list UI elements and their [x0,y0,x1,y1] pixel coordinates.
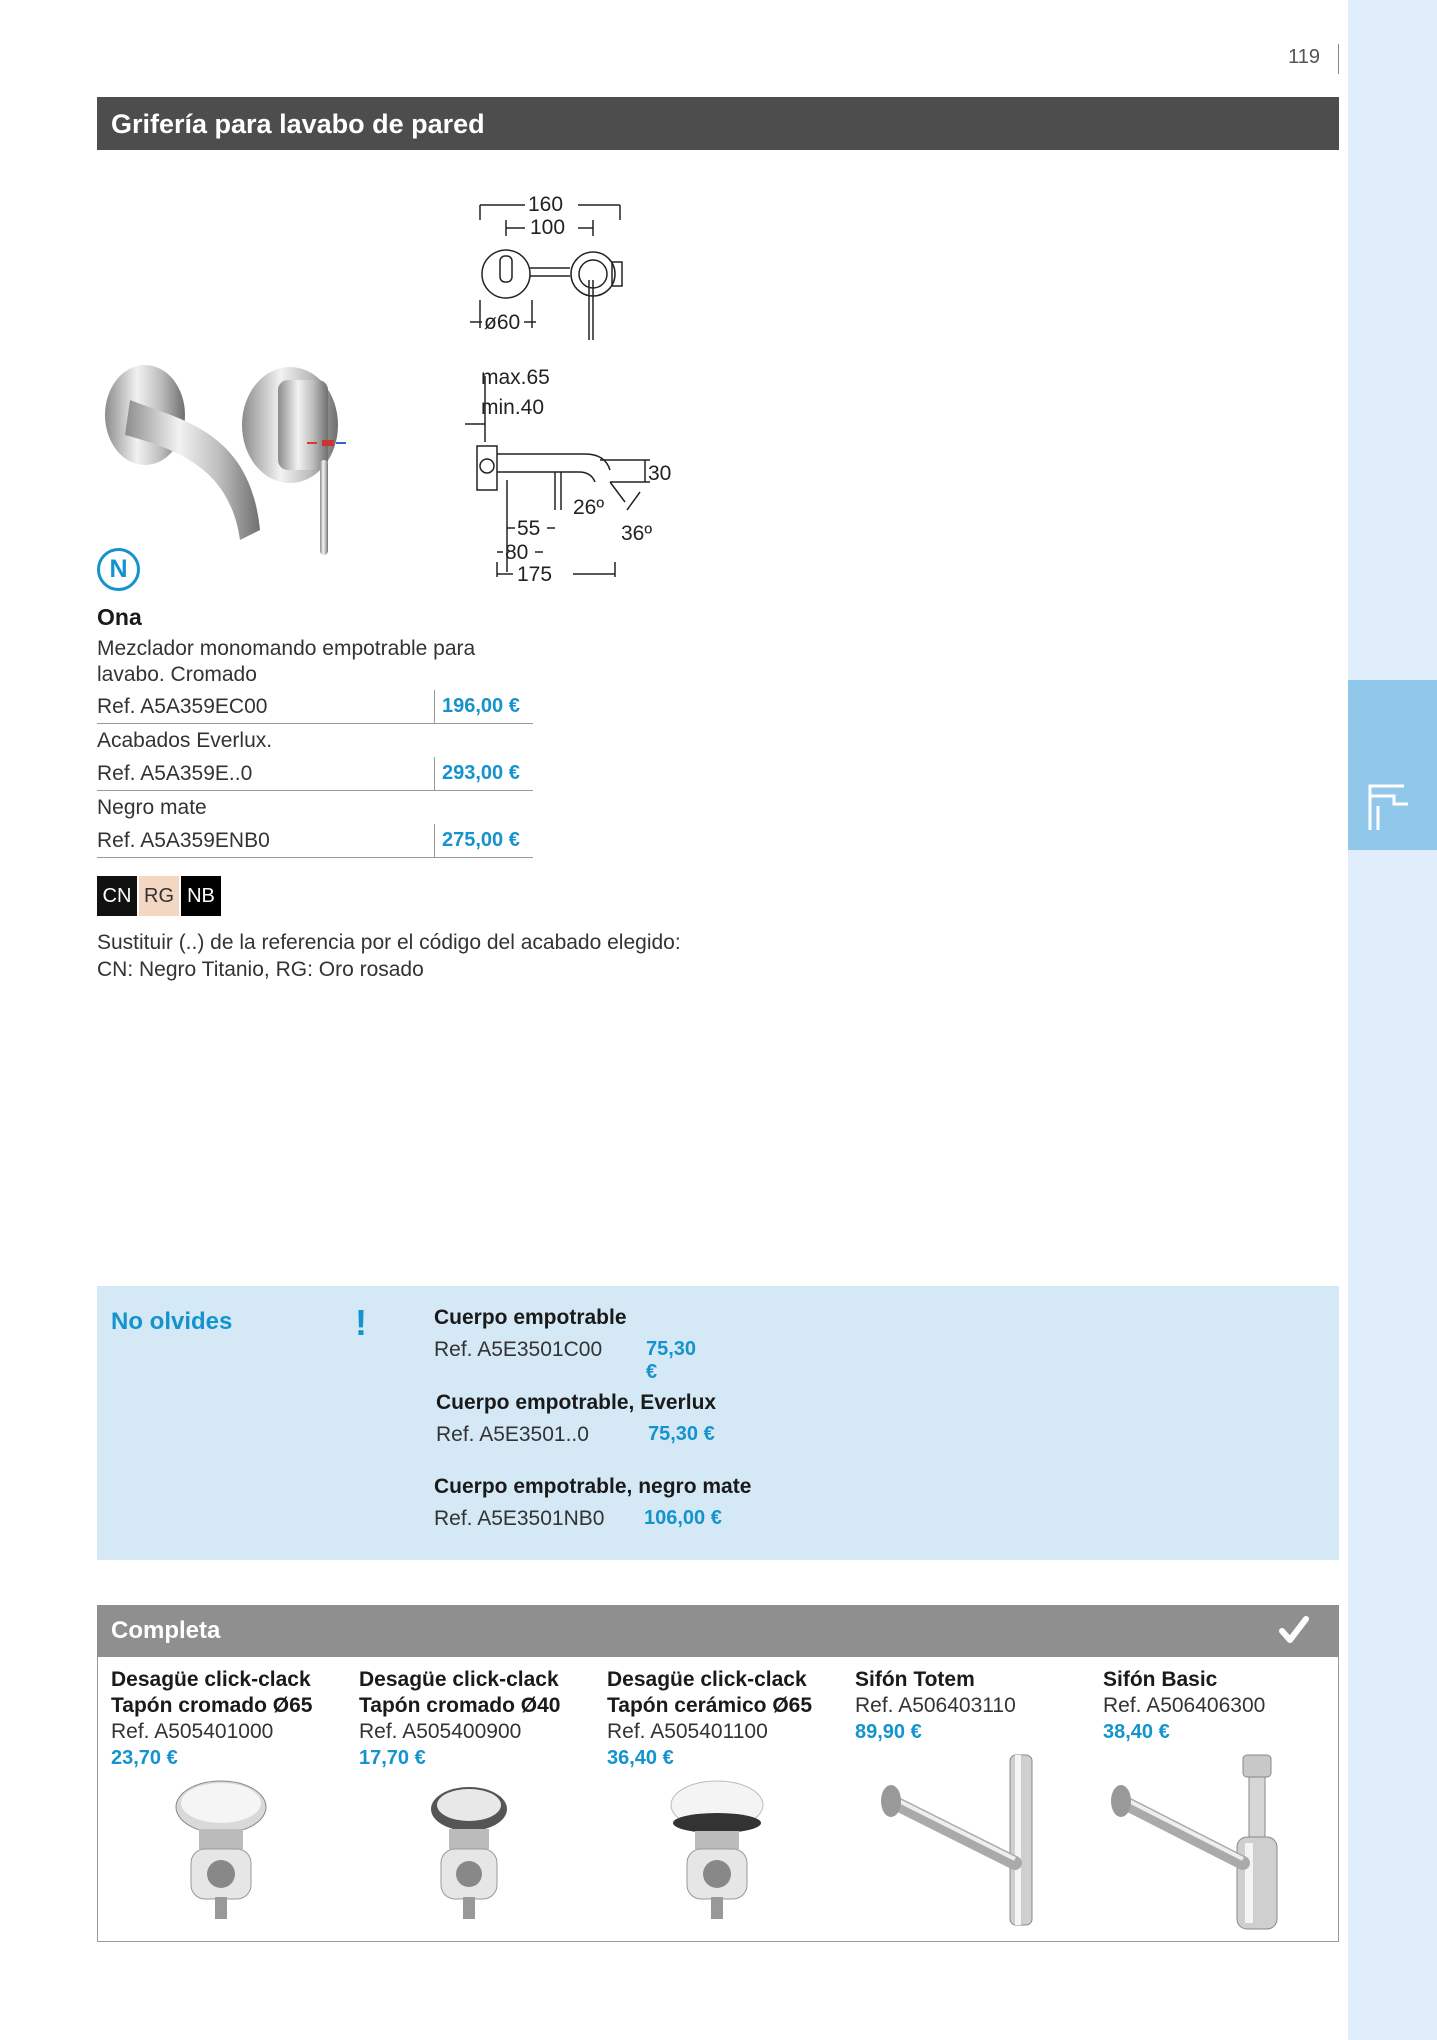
dim-100: 100 [530,216,566,239]
finish-label: Negro mate [97,796,207,819]
section-title-bar [97,97,1339,150]
finish-note [97,929,681,983]
faucet-icon [1364,780,1412,832]
price-table [97,690,533,858]
drain-ceramic-icon [607,1779,807,1929]
price-row-ref: Ref. A5A359E..0 [97,762,253,785]
finish-note-line: CN: Negro Titanio, RG: Oro rosado [97,958,424,981]
technical-drawing-top [460,190,660,350]
accessory-ref: Ref. A5E3501NB0 [434,1507,605,1530]
section-tab-faucet[interactable] [1348,680,1437,850]
dim-160: 160 [528,193,564,216]
angle-36: 36º [621,522,653,545]
drain-chrome-icon [111,1779,311,1929]
new-badge: N [97,548,140,591]
accessory-item [434,1475,751,1531]
page-number: 119 [1288,46,1320,68]
accessory-ref: Ref. A5E3501..0 [436,1423,589,1446]
page-number-rule [1338,44,1339,74]
swatch-rg: RG [139,876,179,916]
accessory-title: Cuerpo empotrable, negro mate [434,1475,752,1498]
completa-item-subtitle: Tapón cromado Ø40 [359,1694,561,1717]
technical-drawing-side [455,362,685,594]
price-row-price: 293,00 € [434,757,533,790]
price-row [97,757,533,791]
completa-item-ref: Ref. A505401100 [607,1720,768,1743]
completa-item-ref: Ref. A505400900 [359,1720,522,1743]
completa-item-title: Desagüe click-clack [111,1668,311,1691]
accessory-price: 75,30 € [646,1338,697,1383]
completa-box [97,1657,1339,1942]
completa-item-title: Sifón Basic [1103,1668,1218,1691]
completa-item-subtitle: Tapón cromado Ø65 [111,1694,313,1717]
price-row-price: 275,00 € [434,824,533,857]
side-strip [1348,0,1437,2040]
checkmark-icon [1279,1613,1309,1647]
accessory-price: 106,00 € [644,1507,722,1529]
dim-80: 80 [505,541,529,564]
completa-item-price: 89,90 € [855,1721,922,1743]
price-row-ref: Ref. A5A359ENB0 [97,829,270,852]
siphon-basic-icon [1103,1753,1313,1933]
dim-55: 55 [517,517,541,540]
accessory-item [436,1391,716,1447]
completa-item-subtitle: Tapón cerámico Ø65 [607,1694,813,1717]
completa-item-title: Sifón Totem [855,1668,975,1691]
accessory-price: 75,30 € [648,1423,715,1445]
siphon-totem-icon [855,1753,1055,1933]
completa-item-ref: Ref. A506406300 [1103,1694,1266,1717]
completa-item [607,1667,847,1771]
no-olvides-title: No olvides [111,1308,233,1335]
price-row-ref: Ref. A5A359EC00 [97,695,268,718]
accessory-title: Cuerpo empotrable, Everlux [436,1391,717,1414]
dim-min: min.40 [481,396,545,419]
completa-item-price: 23,70 € [111,1747,178,1769]
completa-item-ref: Ref. A506403110 [855,1694,1016,1717]
dim-30: 30 [648,462,672,485]
finish-label: Acabados Everlux. [97,729,273,752]
section-title: Grifería para lavabo de pared [111,109,485,139]
dim-175: 175 [517,563,553,586]
drain-chrome-small-icon [359,1779,559,1929]
accessory-title: Cuerpo empotrable [434,1306,627,1329]
completa-item-price: 17,70 € [359,1747,426,1769]
price-row [97,824,533,858]
completa-item [855,1667,1095,1745]
completa-item-ref: Ref. A505401000 [111,1720,274,1743]
finish-note-line: Sustituir (..) de la referencia por el código del acabado elegido: [97,931,681,954]
no-olvides-box [97,1286,1339,1560]
dim-diameter: ø60 [484,311,521,334]
accessory-item [434,1306,697,1383]
faucet-photo [100,360,360,560]
completa-bar [97,1605,1339,1657]
product-description: Mezclador monomando empotrable para lavabo. Cromado [97,637,476,686]
product-name: Ona [97,604,142,630]
exclamation-icon: ! [355,1302,367,1343]
price-row [97,690,533,724]
completa-item-title: Desagüe click-clack [607,1668,807,1691]
completa-item [1103,1667,1343,1745]
completa-item-price: 36,40 € [607,1747,674,1769]
completa-item [359,1667,599,1771]
price-row-price: 196,00 € [434,690,533,723]
angle-26: 26º [573,496,605,519]
accessory-ref: Ref. A5E3501C00 [434,1338,603,1361]
completa-item-price: 38,40 € [1103,1721,1170,1743]
completa-title: Completa [111,1617,221,1644]
completa-item-title: Desagüe click-clack [359,1668,559,1691]
completa-item [111,1667,351,1771]
swatch-cn: CN [97,876,137,916]
dim-max: max.65 [481,366,550,389]
swatch-nb: NB [181,876,221,916]
